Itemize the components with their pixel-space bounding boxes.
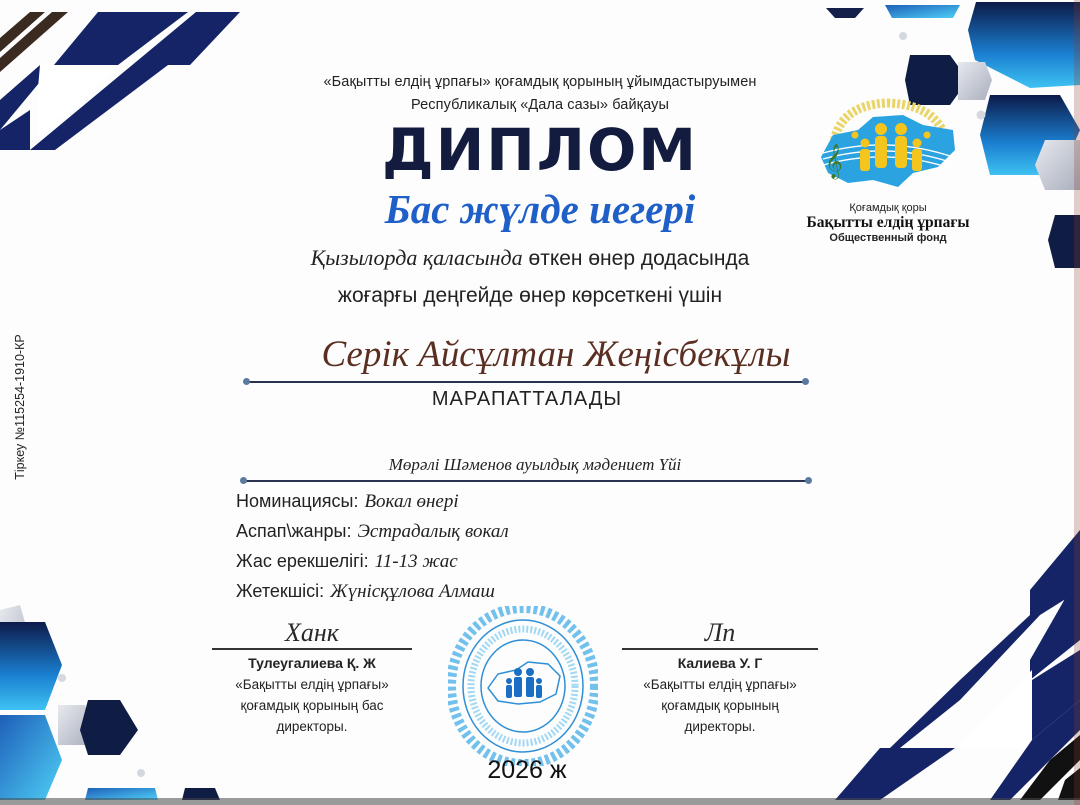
recipient-name: Серік Айсұлтан Жеңісбекұлы <box>321 334 791 375</box>
field-supervisor <box>236 581 495 603</box>
family-map-emblem-icon <box>813 95 963 195</box>
reason-line-1-rest: өткен өнер додасында <box>528 247 750 270</box>
contest-name: Республикалық «Дала сазы» байқауы <box>411 97 669 113</box>
signatory-role-1: «Бақытты елдің ұрпағы» <box>643 676 797 692</box>
field-genre <box>236 521 509 543</box>
awarded-label: МАРАПАТТАЛАДЫ <box>431 388 623 410</box>
foundation-logo <box>798 95 978 244</box>
institution-name: Мөрәлі Шәменов ауылдық мәдениет Үйі <box>388 455 682 474</box>
field-age <box>236 551 458 573</box>
official-stamp-icon <box>448 606 598 766</box>
field-value: 11-13 жас <box>374 551 458 572</box>
registration-number: Тіркеу №115254-1910-КР <box>13 334 27 480</box>
field-value: Эстрадалық вокал <box>357 521 509 542</box>
field-value: Жүнісқұлова Алмаш <box>330 581 495 602</box>
bottom-right-stripes <box>835 530 1080 800</box>
signatory-role-2: қоғамдық қорының бас <box>240 697 384 713</box>
institution-underline <box>243 480 809 482</box>
organizer-line: «Бақытты елдің ұрпағы» қоғамдық қорының ұйымдастыруымен <box>323 74 757 90</box>
signatory-role-1: «Бақытты елдің ұрпағы» <box>235 676 389 692</box>
signatory-role-2: қоғамдық қорының <box>661 697 779 713</box>
reason-city: Қызылорда қаласында <box>310 245 523 270</box>
field-label: Номинациясы: <box>236 491 359 511</box>
logo-line-2: Бақытты елдің ұрпағы <box>806 214 970 231</box>
signatory-role-3: директоры. <box>684 718 756 734</box>
bottom-left-hexagons <box>0 605 220 800</box>
signature-right: Лn <box>704 618 736 647</box>
diploma-title: ДИПЛОМ <box>382 116 698 184</box>
issue-year: 2026 ж <box>487 756 567 784</box>
field-label: Жетекшісі: <box>236 581 325 601</box>
field-nomination <box>236 491 459 513</box>
field-label: Аспап\жанры: <box>236 521 352 541</box>
diploma-subtitle: Бас жүлде иегері <box>384 186 696 232</box>
signature-line <box>212 648 412 650</box>
reason-line-1 <box>0 245 1070 271</box>
logo-line-3: Общественный фонд <box>829 232 947 244</box>
signatory-role-3: директоры. <box>276 718 348 734</box>
logo-line-1: Қоғамдық қоры <box>849 202 927 214</box>
field-value: Вокал өнері <box>364 491 459 512</box>
svg-text:𝄞: 𝄞 <box>825 144 843 179</box>
signature-block-left <box>212 618 412 737</box>
signature-block-right <box>622 618 818 737</box>
signatory-name: Тулеугалиева Қ. Ж <box>248 654 376 671</box>
signature-line <box>622 648 818 650</box>
signatory-name: Калиева У. Г <box>677 654 763 671</box>
signature-left: Ханк <box>285 618 339 647</box>
name-underline <box>246 381 806 383</box>
reason-line-2: жоғарғы деңгейде өнер көрсеткені үшін <box>337 284 723 307</box>
field-label: Жас ерекшелігі: <box>236 551 369 571</box>
